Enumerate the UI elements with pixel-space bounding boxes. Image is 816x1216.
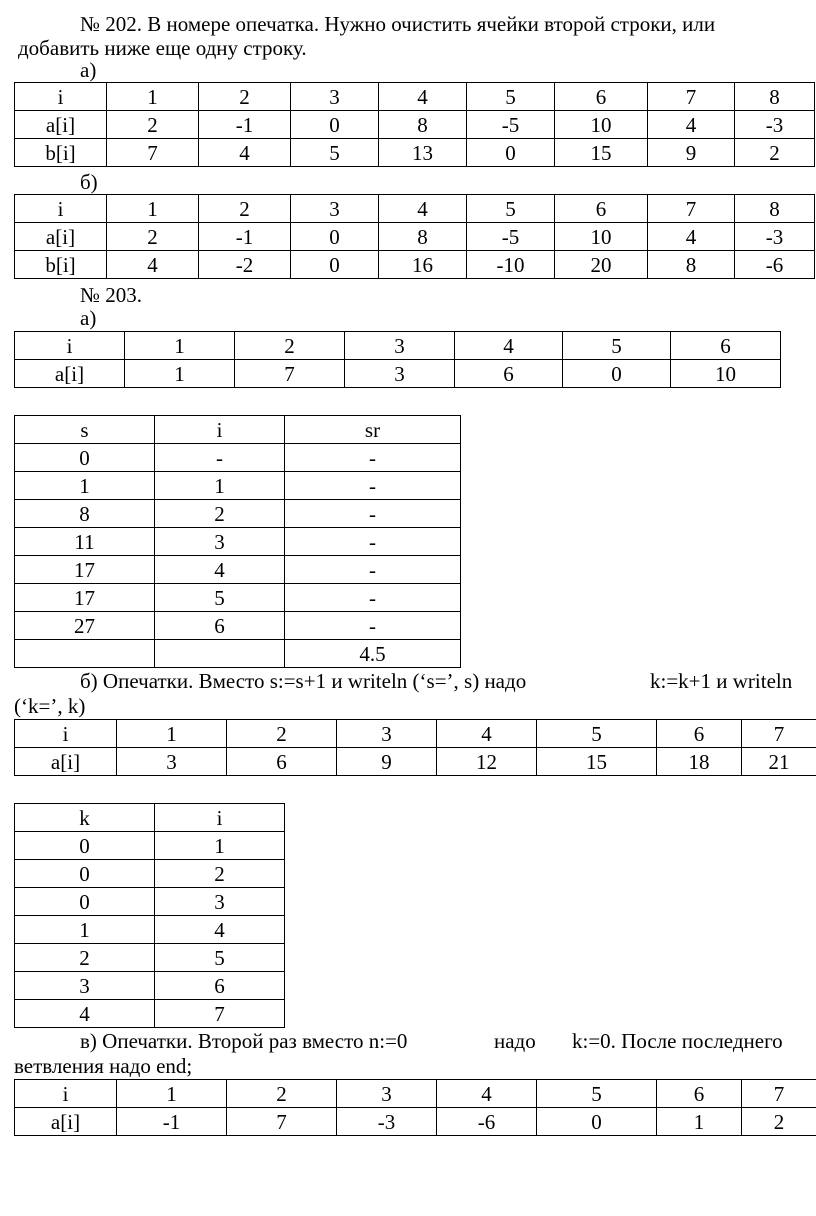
table-cell: 5 xyxy=(563,332,671,360)
table-cell: 4 xyxy=(379,83,467,111)
table-202a xyxy=(14,82,815,167)
table-cell: b[i] xyxy=(15,139,107,167)
table-cell: a[i] xyxy=(15,1108,117,1136)
table-cell: 7 xyxy=(648,195,735,223)
table-cell: 1 xyxy=(117,1080,227,1108)
table-cell: 0 xyxy=(15,832,155,860)
table-cell: s xyxy=(15,416,155,444)
table-cell: 1 xyxy=(107,83,199,111)
table-cell: 5 xyxy=(155,944,285,972)
table-cell: 6 xyxy=(671,332,781,360)
table-cell: - xyxy=(285,528,461,556)
table-row xyxy=(15,1000,285,1028)
table-cell xyxy=(15,640,155,668)
table-cell: -3 xyxy=(735,223,815,251)
table-cell: 4 xyxy=(379,195,467,223)
table-cell: 0 xyxy=(15,888,155,916)
table-cell: -1 xyxy=(199,223,291,251)
table-row xyxy=(15,500,461,528)
table-cell: 8 xyxy=(735,195,815,223)
table-header-row xyxy=(15,1080,816,1108)
table-cell: a[i] xyxy=(15,111,107,139)
table-cell: 4 xyxy=(437,720,537,748)
table-row xyxy=(15,916,285,944)
table-cell: 5 xyxy=(537,1080,657,1108)
table-cell: i xyxy=(155,416,285,444)
table-cell: 3 xyxy=(155,528,285,556)
table-cell: 2 xyxy=(235,332,345,360)
table-row xyxy=(15,748,816,776)
table-row xyxy=(15,139,815,167)
problem-203-b-text: б) Опечатки. Вместо s:=s+1 и writeln (‘s=’, s) надо xyxy=(80,669,527,693)
table-cell: 7 xyxy=(155,1000,285,1028)
table-header-row xyxy=(15,332,781,360)
table-cell: 7 xyxy=(648,83,735,111)
table-cell: 4 xyxy=(155,556,285,584)
table-cell: 1 xyxy=(125,332,235,360)
table-cell: 4.5 xyxy=(285,640,461,668)
table-cell: 7 xyxy=(227,1108,337,1136)
table-row xyxy=(15,832,285,860)
table-cell: 10 xyxy=(555,223,648,251)
problem-203-c-text-2: надо xyxy=(494,1029,536,1053)
table-cell: 17 xyxy=(15,556,155,584)
table-cell: 7 xyxy=(235,360,345,388)
table-cell: 2 xyxy=(107,223,199,251)
table-cell: 3 xyxy=(337,1080,437,1108)
table-cell: 4 xyxy=(155,916,285,944)
table-cell: i xyxy=(15,195,107,223)
table-cell: 4 xyxy=(648,111,735,139)
table-row xyxy=(15,612,461,640)
table-cell: i xyxy=(155,804,285,832)
table-cell: 2 xyxy=(199,83,291,111)
table-cell: 6 xyxy=(555,195,648,223)
table-cell: 21 xyxy=(742,748,816,776)
table-cell: i xyxy=(15,83,107,111)
table-cell: 5 xyxy=(467,195,555,223)
table-cell: 15 xyxy=(537,748,657,776)
table-cell: 2 xyxy=(227,720,337,748)
table-row xyxy=(15,972,285,1000)
table-cell: 7 xyxy=(742,720,816,748)
table-cell: a[i] xyxy=(15,223,107,251)
table-cell: 17 xyxy=(15,584,155,612)
table-cell: 20 xyxy=(555,251,648,279)
problem-202-title-continuation: добавить ниже еще одну строку. xyxy=(18,36,307,60)
table-cell: 4 xyxy=(15,1000,155,1028)
table-cell: -1 xyxy=(199,111,291,139)
problem-203-c-text-continuation: ветвления надо end; xyxy=(14,1054,193,1078)
table-cell: 4 xyxy=(107,251,199,279)
trace-table-203b xyxy=(14,803,285,1028)
table-cell: 1 xyxy=(15,472,155,500)
problem-203-c-text: в) Опечатки. Второй раз вместо n:=0 xyxy=(80,1029,408,1053)
table-cell: -2 xyxy=(199,251,291,279)
table-row xyxy=(15,584,461,612)
problem-202-label-b: б) xyxy=(80,170,98,194)
table-cell: 3 xyxy=(15,972,155,1000)
table-cell: 2 xyxy=(155,860,285,888)
table-cell: -5 xyxy=(467,223,555,251)
table-cell: 0 xyxy=(467,139,555,167)
table-cell: 3 xyxy=(291,83,379,111)
table-header-row xyxy=(15,83,815,111)
table-cell xyxy=(155,640,285,668)
table-cell: 2 xyxy=(227,1080,337,1108)
table-row xyxy=(15,888,285,916)
table-cell: 8 xyxy=(15,500,155,528)
table-203b xyxy=(14,719,816,776)
table-cell: 3 xyxy=(337,720,437,748)
table-row xyxy=(15,360,781,388)
table-cell: -5 xyxy=(467,111,555,139)
table-row xyxy=(15,556,461,584)
table-cell: 5 xyxy=(291,139,379,167)
table-cell: -10 xyxy=(467,251,555,279)
table-header-row xyxy=(15,195,815,223)
table-cell: 5 xyxy=(467,83,555,111)
table-cell: 8 xyxy=(379,111,467,139)
table-cell: -3 xyxy=(337,1108,437,1136)
table-cell: 8 xyxy=(735,83,815,111)
table-cell: 1 xyxy=(15,916,155,944)
table-cell: i xyxy=(15,720,117,748)
table-row xyxy=(15,251,815,279)
table-cell: - xyxy=(285,584,461,612)
table-row xyxy=(15,111,815,139)
problem-203-label-a: а) xyxy=(80,306,97,330)
table-203c xyxy=(14,1079,816,1136)
table-cell: 6 xyxy=(155,972,285,1000)
table-cell: 0 xyxy=(15,860,155,888)
table-cell: - xyxy=(155,444,285,472)
table-cell: 12 xyxy=(437,748,537,776)
table-cell: -3 xyxy=(735,111,815,139)
table-cell: 3 xyxy=(345,360,455,388)
table-cell: 6 xyxy=(455,360,563,388)
table-cell: 0 xyxy=(291,223,379,251)
table-cell: 16 xyxy=(379,251,467,279)
table-cell: 2 xyxy=(107,111,199,139)
table-row xyxy=(15,860,285,888)
table-row xyxy=(15,944,285,972)
table-cell: 4 xyxy=(437,1080,537,1108)
table-cell: 3 xyxy=(345,332,455,360)
table-cell: 7 xyxy=(107,139,199,167)
table-cell: 15 xyxy=(555,139,648,167)
table-cell: 1 xyxy=(107,195,199,223)
table-cell: 10 xyxy=(671,360,781,388)
table-cell: - xyxy=(285,444,461,472)
table-cell: sr xyxy=(285,416,461,444)
table-cell: 6 xyxy=(555,83,648,111)
table-cell: 1 xyxy=(155,472,285,500)
table-header-row xyxy=(15,416,461,444)
table-cell: 1 xyxy=(155,832,285,860)
table-cell: 0 xyxy=(15,444,155,472)
table-cell: 0 xyxy=(563,360,671,388)
table-cell: 5 xyxy=(537,720,657,748)
problem-203-c-text-3: k:=0. После последнего xyxy=(572,1029,783,1053)
table-row xyxy=(15,223,815,251)
table-cell: 6 xyxy=(227,748,337,776)
table-cell: 4 xyxy=(199,139,291,167)
trace-table-203a xyxy=(14,415,461,668)
table-cell: 2 xyxy=(742,1108,816,1136)
table-cell: 13 xyxy=(379,139,467,167)
table-cell: 3 xyxy=(291,195,379,223)
table-cell: 5 xyxy=(155,584,285,612)
table-cell: -1 xyxy=(117,1108,227,1136)
table-cell: a[i] xyxy=(15,748,117,776)
table-203a xyxy=(14,331,781,388)
table-cell: 2 xyxy=(199,195,291,223)
table-cell: - xyxy=(285,472,461,500)
table-202b xyxy=(14,194,815,279)
table-cell: 1 xyxy=(125,360,235,388)
table-header-row xyxy=(15,804,285,832)
table-cell: 2 xyxy=(155,500,285,528)
table-cell: 0 xyxy=(291,111,379,139)
table-cell: - xyxy=(285,500,461,528)
table-cell: - xyxy=(285,556,461,584)
table-cell: 1 xyxy=(657,1108,742,1136)
table-cell: 6 xyxy=(657,720,742,748)
table-cell: 3 xyxy=(117,748,227,776)
table-cell: 9 xyxy=(648,139,735,167)
table-cell: a[i] xyxy=(15,360,125,388)
table-cell: -6 xyxy=(735,251,815,279)
table-cell: 10 xyxy=(555,111,648,139)
problem-202-title: № 202. В номере опечатка. Нужно очистить ячейки второй строки, или xyxy=(80,12,716,36)
table-cell: - xyxy=(285,612,461,640)
problem-203-b-text-continuation: (‘k=’, k) xyxy=(14,694,86,718)
table-cell: i xyxy=(15,332,125,360)
table-cell: 18 xyxy=(657,748,742,776)
table-cell: 6 xyxy=(155,612,285,640)
table-row xyxy=(15,472,461,500)
problem-203-title: № 203. xyxy=(80,283,143,307)
table-cell: 0 xyxy=(537,1108,657,1136)
table-cell: -6 xyxy=(437,1108,537,1136)
table-cell: 8 xyxy=(379,223,467,251)
table-cell: i xyxy=(15,1080,117,1108)
table-cell: b[i] xyxy=(15,251,107,279)
table-cell: 3 xyxy=(155,888,285,916)
table-cell: 4 xyxy=(648,223,735,251)
table-cell: 4 xyxy=(455,332,563,360)
table-cell: 0 xyxy=(291,251,379,279)
table-cell: 1 xyxy=(117,720,227,748)
table-cell: k xyxy=(15,804,155,832)
table-cell: 11 xyxy=(15,528,155,556)
table-cell: 9 xyxy=(337,748,437,776)
table-cell: 6 xyxy=(657,1080,742,1108)
table-cell: 8 xyxy=(648,251,735,279)
table-header-row xyxy=(15,720,816,748)
problem-202-label-a: а) xyxy=(80,58,97,82)
table-cell: 7 xyxy=(742,1080,816,1108)
table-cell: 2 xyxy=(735,139,815,167)
table-row xyxy=(15,444,461,472)
table-cell: 27 xyxy=(15,612,155,640)
table-row xyxy=(15,528,461,556)
table-cell: 2 xyxy=(15,944,155,972)
problem-203-b-text-2: k:=k+1 и writeln xyxy=(650,669,793,693)
table-row xyxy=(15,640,461,668)
table-row xyxy=(15,1108,816,1136)
